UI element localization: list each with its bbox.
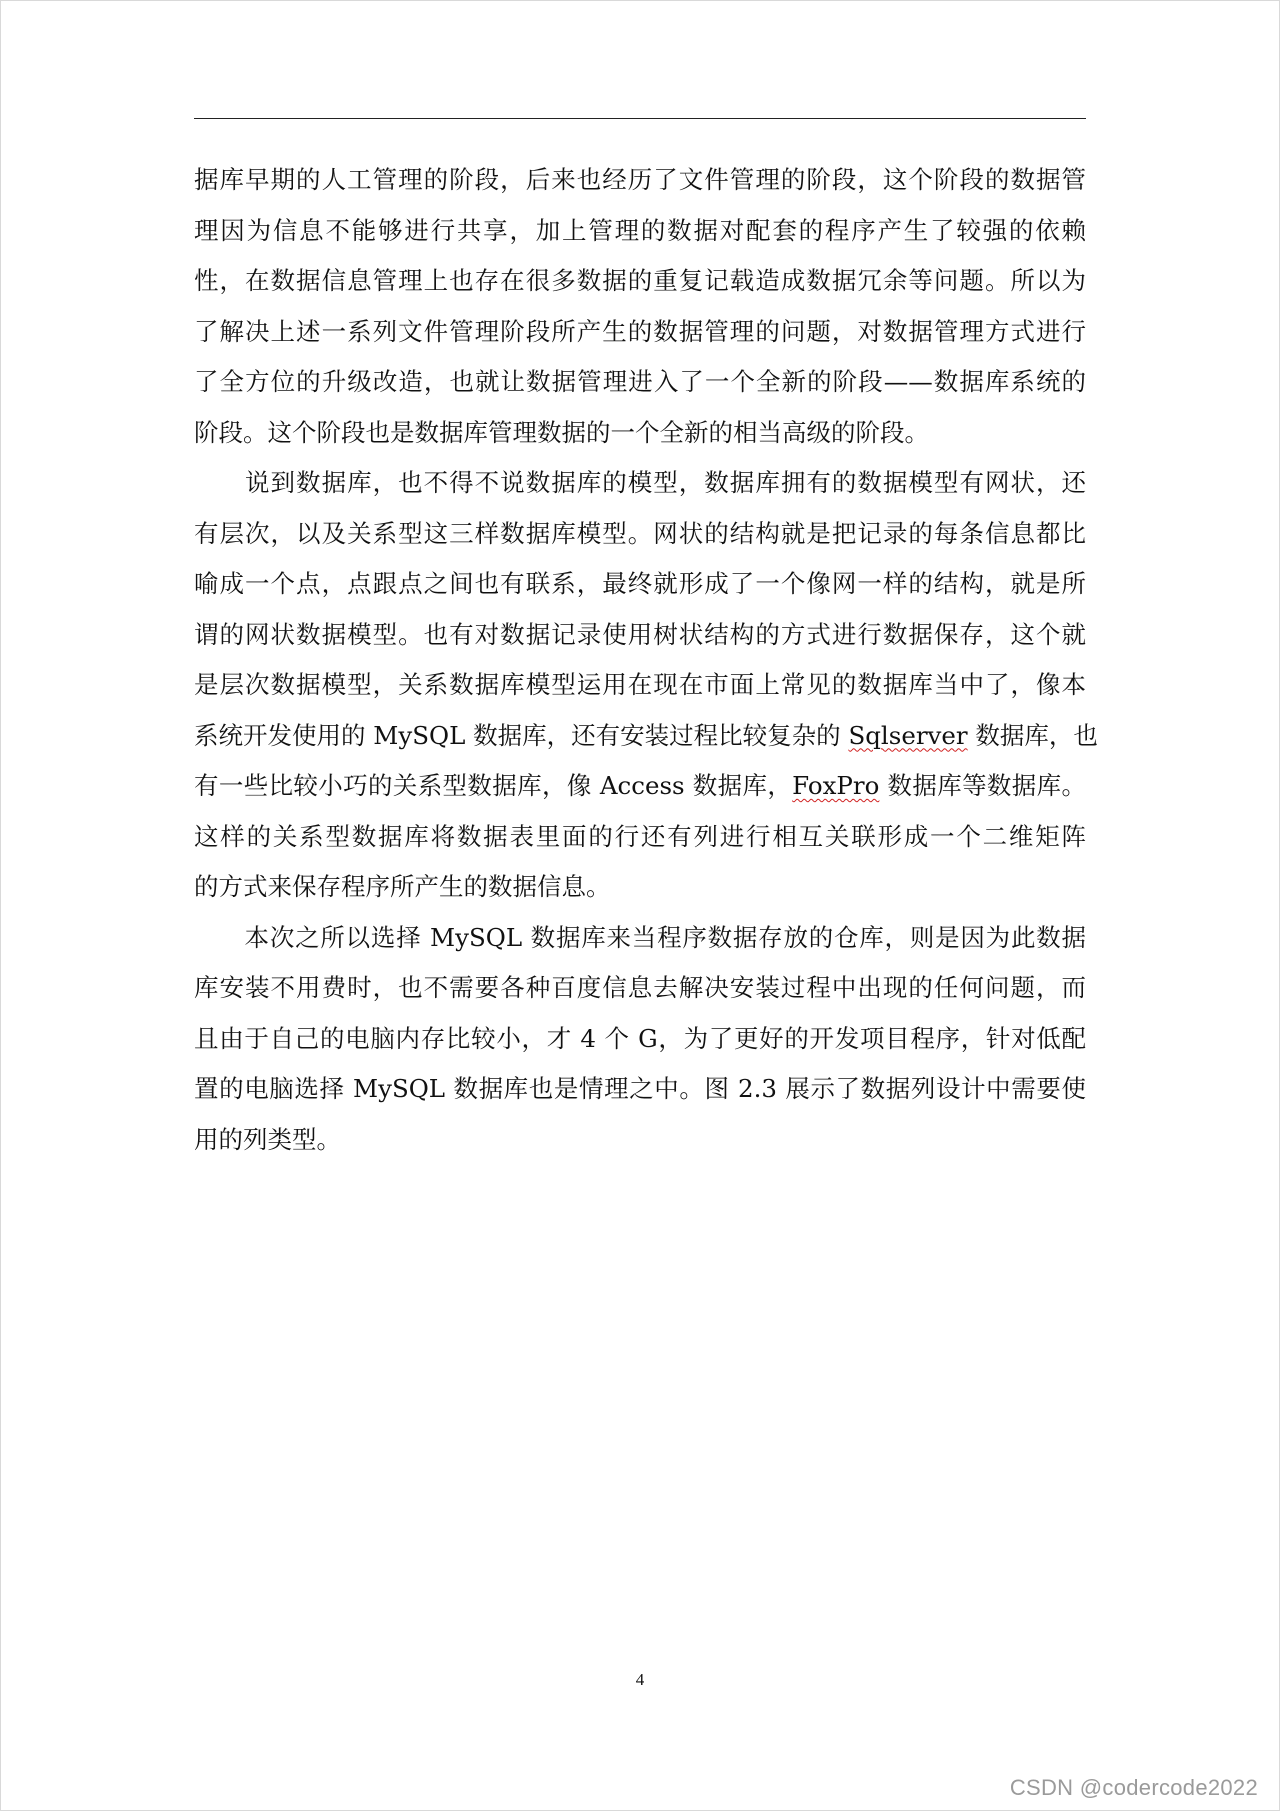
text-segment: 数据库，也 bbox=[967, 720, 1098, 750]
text-line: 本次之所以选择 MySQL 数据库来当程序数据存放的仓库，则是因为此数据 bbox=[194, 922, 1086, 952]
text-line: 了解决上述一系列文件管理阶段所产生的数据管理的问题，对数据管理方式进行 bbox=[194, 316, 1086, 346]
text-line: 喻成一个点，点跟点之间也有联系，最终就形成了一个像网一样的结构，就是所 bbox=[194, 569, 1086, 598]
text-line: 有层次，以及关系型这三样数据库模型。网状的结构就是把记录的每条信息都比 bbox=[194, 518, 1086, 548]
header-rule bbox=[194, 118, 1086, 119]
text-line: 置的电脑选择 MySQL 数据库也是情理之中。图 2.3 展示了数据列设计中需要使 bbox=[194, 1074, 1086, 1103]
text-line: 是层次数据模型，关系数据库模型运用在现在市面上常见的数据库当中了，像本 bbox=[194, 670, 1086, 699]
text-line: 了全方位的升级改造，也就让数据管理进入了一个全新的阶段——数据库系统的 bbox=[194, 367, 1086, 396]
spellcheck-underlined-word: FoxPro bbox=[792, 771, 880, 800]
text-line: 谓的网状数据模型。也有对数据记录使用树状结构的方式进行数据保存，这个就 bbox=[194, 619, 1086, 649]
text-line: 的方式来保存程序所产生的数据信息。 bbox=[194, 872, 611, 901]
text-line bbox=[194, 711, 1098, 762]
text-line: 库安装不用费时，也不需要各种百度信息去解决安装过程中出现的任何问题，而 bbox=[194, 973, 1086, 1002]
body-text bbox=[194, 155, 1098, 1165]
text-line bbox=[194, 761, 1086, 812]
text-line: 用的列类型。 bbox=[194, 1124, 341, 1154]
text-line: 且由于自己的电脑内存比较小，才 4 个 G，为了更好的开发项目程序，针对低配 bbox=[194, 1023, 1086, 1053]
text-line: 理因为信息不能够进行共享，加上管理的数据对配套的程序产生了较强的依赖 bbox=[194, 215, 1086, 245]
spellcheck-underlined-word: Sqlserver bbox=[848, 720, 968, 750]
text-segment: 数据库等数据库。 bbox=[879, 771, 1086, 800]
text-segment: 有一些比较小巧的关系型数据库，像 Access 数据库， bbox=[194, 771, 793, 800]
text-segment: 系统开发使用的 MySQL 数据库，还有安装过程比较复杂的 bbox=[194, 720, 849, 750]
text-line: 据库早期的人工管理的阶段，后来也经历了文件管理的阶段，这个阶段的数据管 bbox=[194, 165, 1086, 194]
watermark: CSDN @codercode2022 bbox=[1009, 1775, 1258, 1800]
text-line: 阶段。这个阶段也是数据库管理数据的一个全新的相当高级的阶段。 bbox=[194, 417, 929, 447]
text-line: 说到数据库，也不得不说数据库的模型，数据库拥有的数据模型有网状，还 bbox=[194, 468, 1086, 497]
text-line: 性，在数据信息管理上也存在很多数据的重复记载造成数据冗余等问题。所以为 bbox=[194, 266, 1086, 295]
text-line: 这样的关系型数据库将数据表里面的行还有列进行相互关联形成一个二维矩阵 bbox=[194, 821, 1086, 851]
page-number: 4 bbox=[635, 1670, 645, 1689]
